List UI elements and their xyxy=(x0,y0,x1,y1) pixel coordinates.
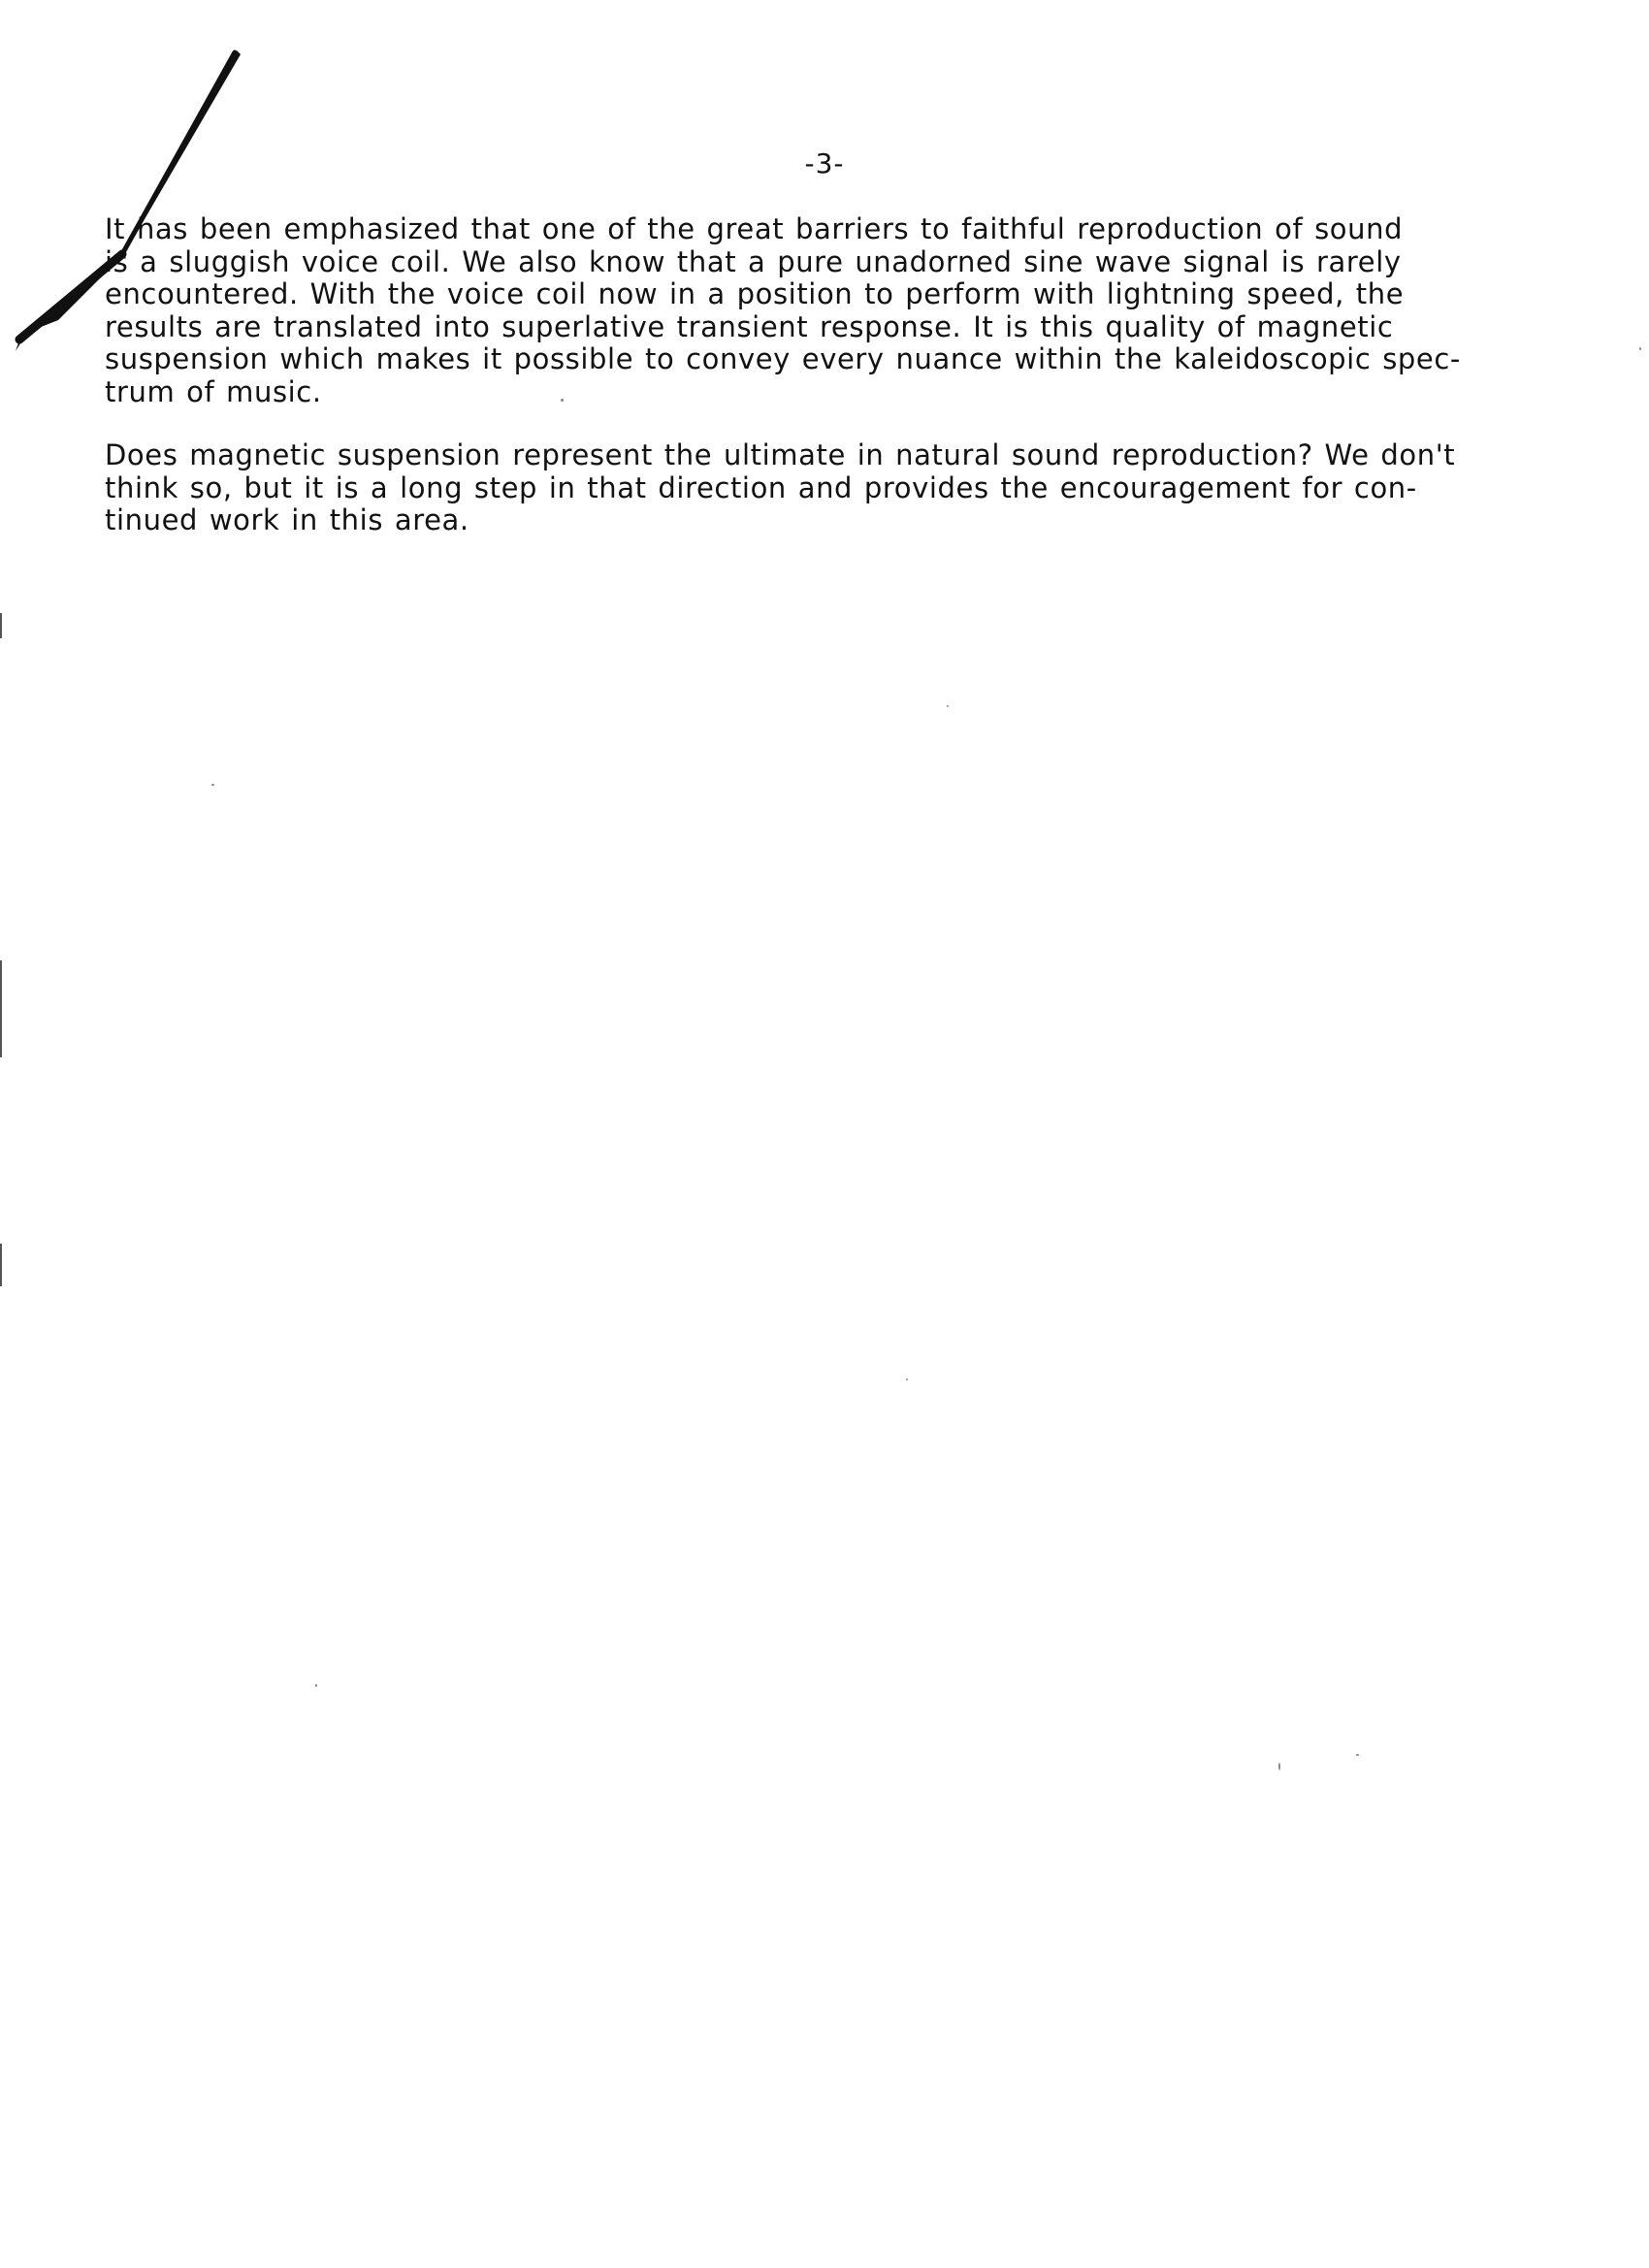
text-line: suspension which makes it possible to convey every nuance within the kaleidoscopic spec- xyxy=(105,342,1461,375)
text-line: think so, but it is a long step in that direction and provides the encouragement for con- xyxy=(105,470,1417,504)
scan-speck xyxy=(1278,1763,1280,1770)
paragraph-1 xyxy=(105,213,1540,408)
paragraph-2 xyxy=(105,439,1540,537)
text-line: Does magnetic suspension represent the ultimate in natural sound reproduction? We don't xyxy=(105,438,1456,471)
page-number: -3- xyxy=(804,147,845,179)
text-line: tinued work in this area. xyxy=(105,503,469,536)
text-line: It has been emphasized that one of the great barriers to faithful reproduction of sound xyxy=(105,212,1404,245)
text-line: is a sluggish voice coil. We also know that a pure unadorned sine wave signal is rarely xyxy=(105,244,1402,278)
scan-speck xyxy=(1356,1754,1359,1756)
scan-speck xyxy=(947,705,949,707)
scan-speck xyxy=(561,399,564,402)
body-text xyxy=(105,213,1540,568)
scan-speck xyxy=(211,784,214,786)
scan-edge-mark xyxy=(0,613,2,638)
scan-speck xyxy=(1639,347,1641,350)
scan-edge-mark xyxy=(0,1244,2,1286)
text-line: trum of music. xyxy=(105,374,322,408)
scan-speck xyxy=(315,1684,317,1687)
text-line: results are translated into superlative transient response. It is this quality of magnetic xyxy=(105,309,1394,343)
scan-speck xyxy=(906,1378,908,1380)
text-line: encountered. With the voice coil now in a position to perform with lightning speed, the xyxy=(105,277,1405,310)
scan-edge-mark xyxy=(0,960,2,1057)
